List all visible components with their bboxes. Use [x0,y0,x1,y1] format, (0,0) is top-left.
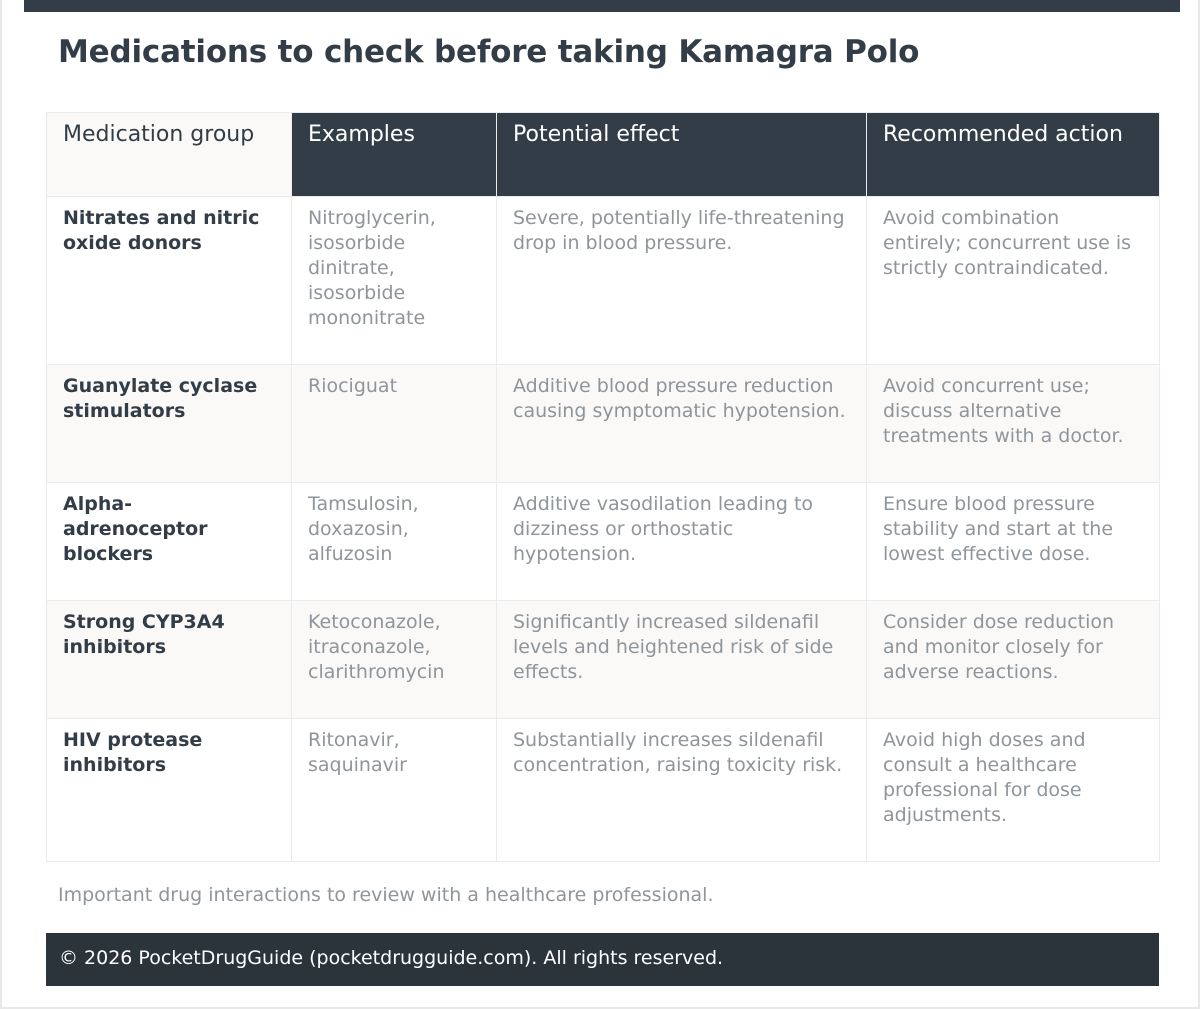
table-row [47,483,1160,601]
copyright-text: © 2026 PocketDrugGuide (pocketdrugguide.com). All rights reserved. [59,947,724,969]
table-row [47,601,1160,719]
table-row [47,365,1160,483]
cell-group: Alpha-adrenoceptor blockers [47,483,292,601]
cell-group: Guanylate cyclase stimulators [47,365,292,483]
cell-action: Ensure blood pressure stability and start at the lowest effective dose. [867,483,1160,601]
cell-effect: Substantially increases sildenafil concentration, raising toxicity risk. [497,719,867,862]
header-medication-group: Medication group [47,113,292,197]
cell-action: Avoid high doses and consult a healthcare professional for dose adjustments. [867,719,1160,862]
cell-group: HIV protease inhibitors [47,719,292,862]
footer [46,933,1159,986]
cell-action: Avoid concurrent use; discuss alternative treatments with a doctor. [867,365,1160,483]
cell-examples: Tamsulosin, doxazosin, alfuzosin [292,483,497,601]
header-recommended-action: Recommended action [867,113,1160,197]
cell-effect: Severe, potentially life-threatening drop in blood pressure. [497,197,867,365]
cell-examples: Nitroglycerin, isosorbide dinitrate, isosorbide mononitrate [292,197,497,365]
cell-group: Strong CYP3A4 inhibitors [47,601,292,719]
table-row [47,719,1160,862]
header-examples: Examples [292,113,497,197]
page-title: Medications to check before taking Kamagra Polo [58,34,920,70]
cell-examples: Riociguat [292,365,497,483]
cell-effect: Additive vasodilation leading to dizziness or orthostatic hypotension. [497,483,867,601]
cell-examples: Ritonavir, saquinavir [292,719,497,862]
table-header-row [47,113,1160,197]
interactions-table [46,112,1160,862]
cell-group: Nitrates and nitric oxide donors [47,197,292,365]
table-row [47,197,1160,365]
cell-examples: Ketoconazole, itraconazole, clarithromycin [292,601,497,719]
cell-action: Avoid combination entirely; concurrent use is strictly contraindicated. [867,197,1160,365]
cell-action: Consider dose reduction and monitor closely for adverse reactions. [867,601,1160,719]
cell-effect: Significantly increased sildenafil levels and heightened risk of side effects. [497,601,867,719]
cell-effect: Additive blood pressure reduction causing symptomatic hypotension. [497,365,867,483]
header-potential-effect: Potential effect [497,113,867,197]
top-accent-bar [24,0,1180,12]
table-caption: Important drug interactions to review with a healthcare professional. [58,884,714,906]
